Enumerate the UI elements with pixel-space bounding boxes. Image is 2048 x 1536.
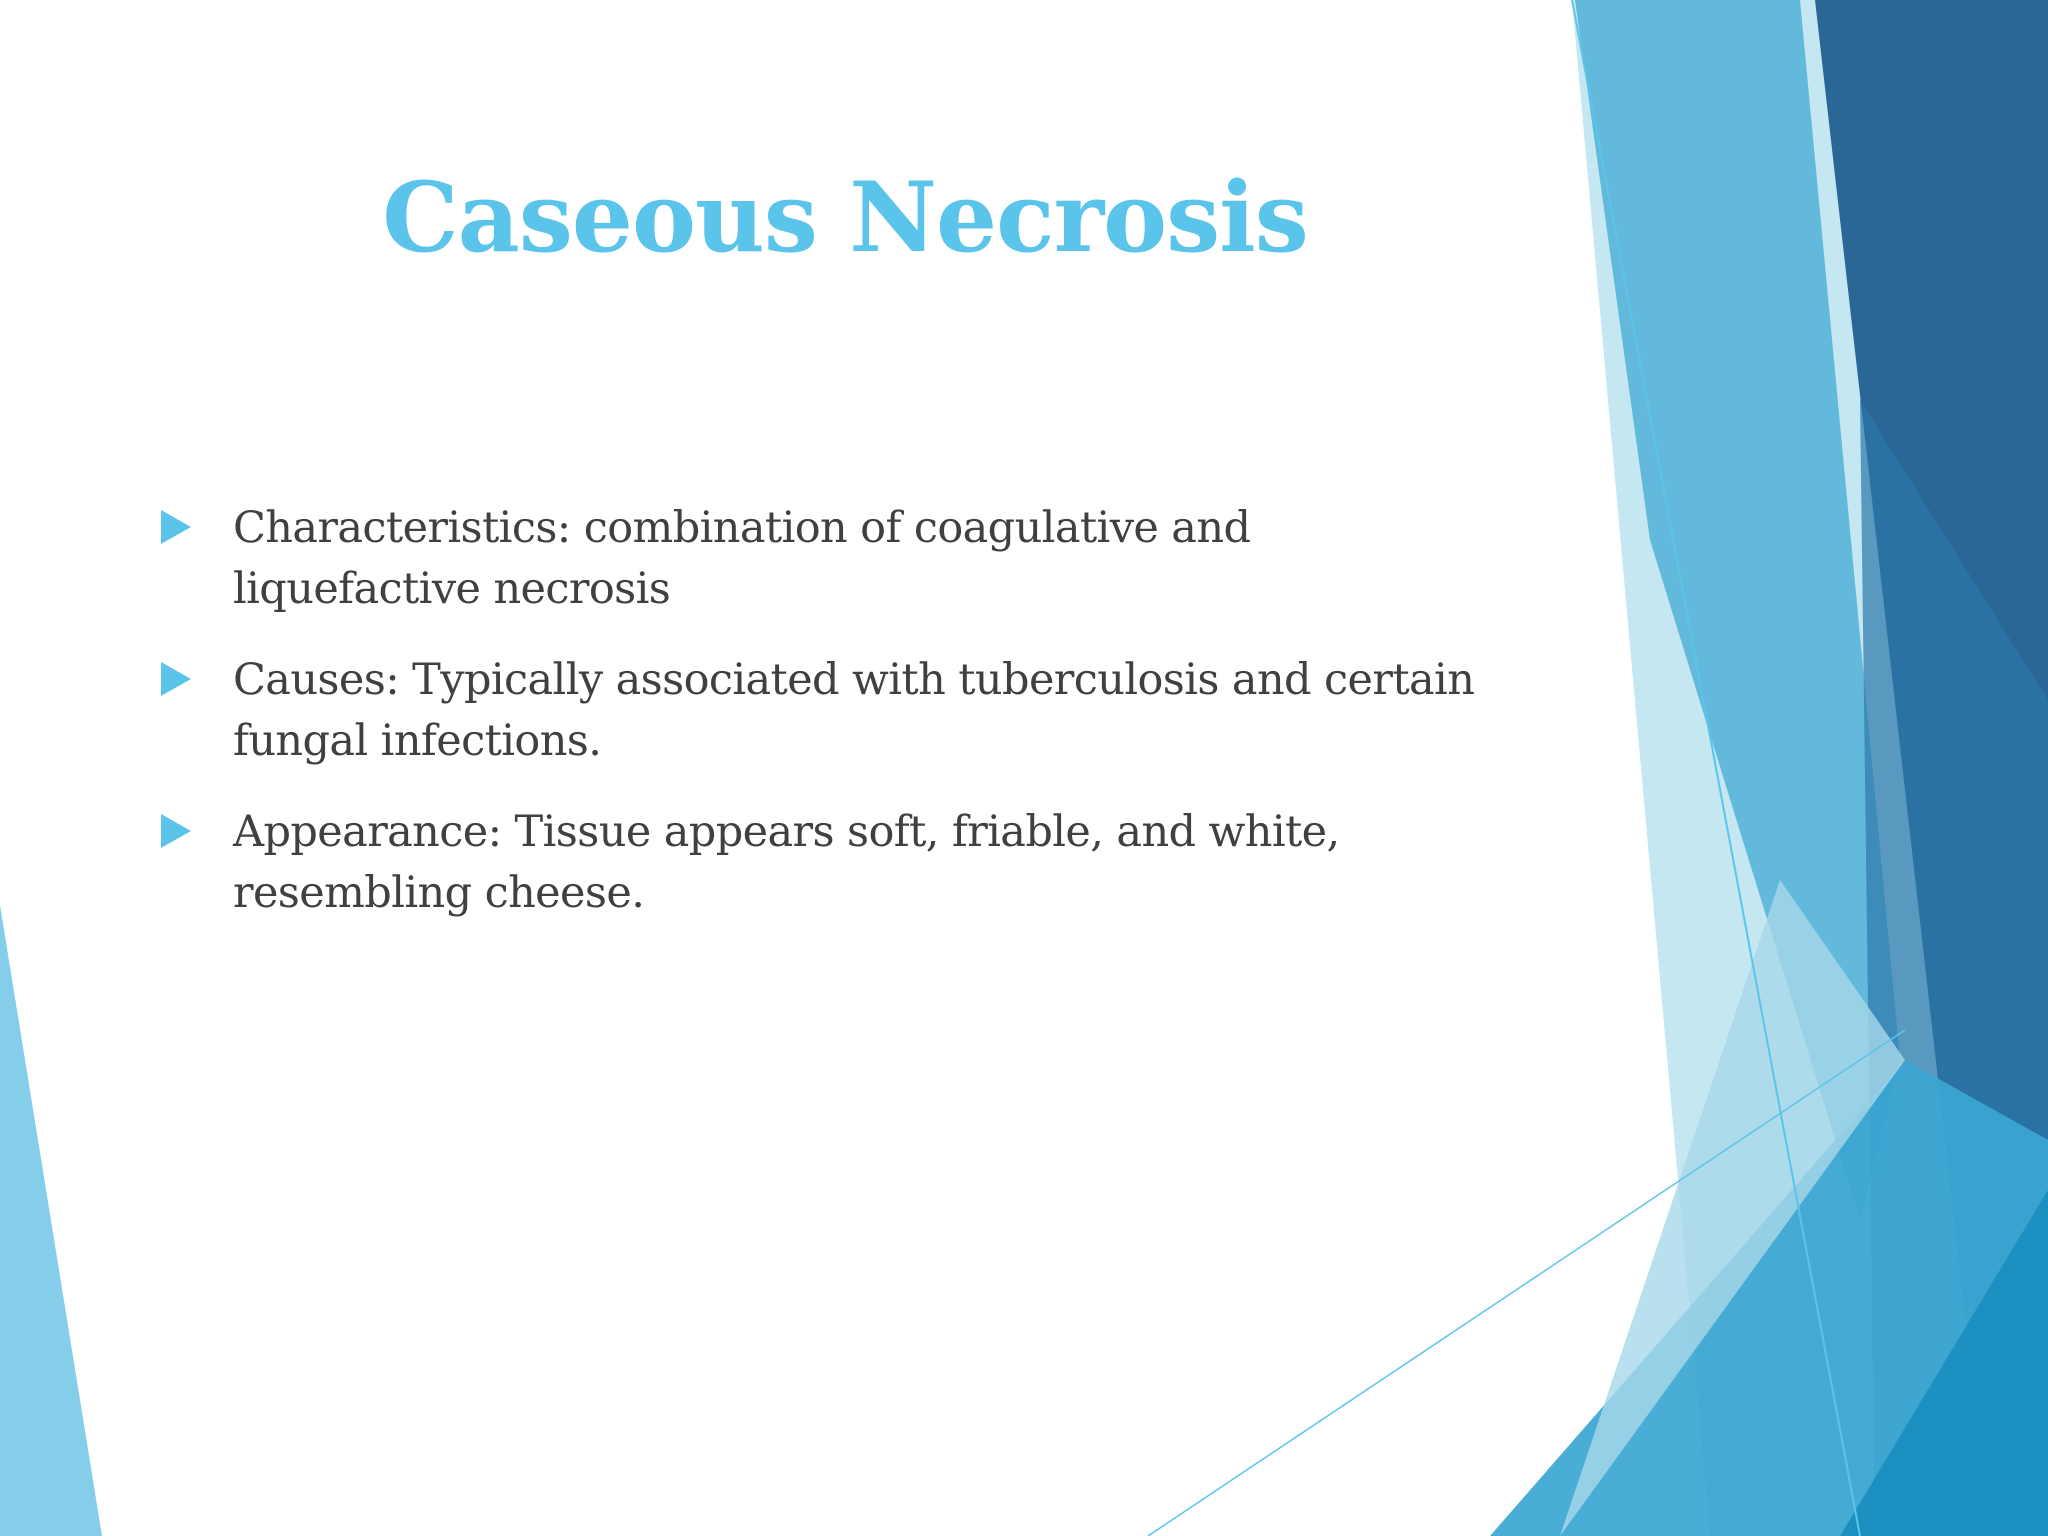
bullet-item-characteristics [155, 498, 1505, 620]
slide-title: Caseous Necrosis [382, 161, 1308, 274]
bullet-text: Causes: Typically associated with tuberculosis and certain fungal infections. [233, 655, 1475, 766]
triangle-bullet-icon [161, 814, 191, 848]
triangle-bullet-icon [161, 662, 191, 696]
bullet-text: Characteristics: combination of coagulative and liquefactive necrosis [233, 503, 1251, 614]
left-accent-shape [0, 905, 102, 1536]
bullet-item-causes [155, 650, 1505, 772]
bullet-list [155, 498, 1505, 954]
bullet-text: Appearance: Tissue appears soft, friable, and white, resembling cheese. [233, 807, 1340, 918]
bullet-item-appearance [155, 802, 1505, 924]
triangle-bullet-icon [161, 510, 191, 544]
